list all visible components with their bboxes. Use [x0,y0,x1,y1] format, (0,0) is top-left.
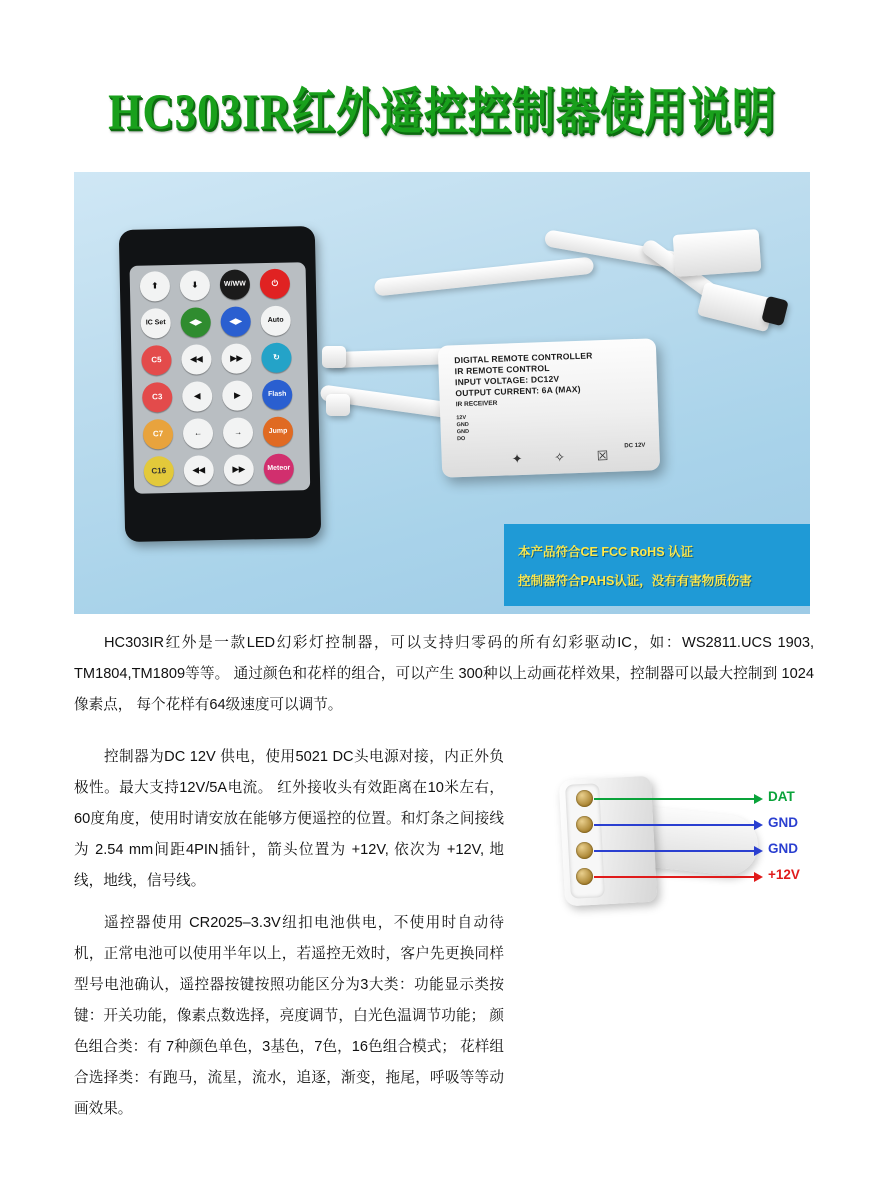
connector-top-right [673,229,762,277]
arrow-down-icon[interactable]: ⬇ [180,270,211,301]
speed-minus-icon[interactable]: ◀▶ [180,307,211,338]
cable-top [374,257,595,297]
power-icon[interactable]: ⏻ [260,269,291,300]
plug-pin-3 [576,842,593,859]
connector-plug-right [697,282,775,332]
lead-label: GND [768,841,798,856]
plug-pin-1 [576,790,593,807]
lead-line-gnd [594,824,754,826]
lead-arrow-icon [754,872,763,882]
lead-label: +12V [768,867,800,882]
left-arrow-icon[interactable]: ◀◀ [181,344,212,375]
flash-icon[interactable]: Flash [262,379,293,410]
lead-arrow-icon [754,794,763,804]
color-c5-icon[interactable]: C5 [141,345,172,376]
lead-arrow-icon [754,820,763,830]
controller-pin-list [456,415,469,443]
product-photo [74,172,810,614]
cable-ferrite-lower [326,394,350,416]
lead-arrow-icon [754,846,763,856]
speed-plus-icon[interactable]: ◀▶ [220,306,251,337]
plug-pin-2 [576,816,593,833]
lead-line-12v [594,876,754,878]
controller-label [454,350,594,399]
color-c3-icon[interactable]: C3 [142,382,173,413]
page-title: HC303IR红外遥控控制器使用说明 [108,85,776,141]
lead-label: GND [768,815,798,830]
controller-sub-label: IR RECEIVER [455,399,498,409]
white-balance-icon[interactable]: W/WW [220,269,251,300]
jump-icon[interactable]: Jump [263,416,294,447]
paragraph-remote-battery-functions: 遥控器使用 CR2025–3.3V纽扣电池供电，不使用时自动待机，正常电池可以使用半年以上，若遥控无效时，客户先更换同样型号电池确认，遥控器按键按照功能区分为3大类：功能显示类按键：开关功能，像素点数选择，亮度调节，白光色温调节功能； 颜色组合类：有 7种颜色单色，3基色，7色，16色组合模式； 花样组合选择类：有跑马，流星，流水，追逐，渐变，拖尾，呼吸等等动画效果。 [74,915,504,1117]
controller-label-line-1: DIGITAL REMOTE CONTROLLER [454,350,593,366]
next-icon[interactable]: ▶ [222,380,253,411]
meteor-icon[interactable]: Meteor [263,453,294,484]
cycle-icon[interactable]: ↻ [261,343,292,374]
minus-icon[interactable]: ← [183,418,214,449]
ic-set-icon[interactable]: IC Set [140,308,171,339]
remote-control [119,226,321,542]
lead-line-dat [594,798,754,800]
color-c16-icon[interactable]: C16 [144,456,175,487]
controller-label-line-2: IR REMOTE CONTROL [454,362,550,377]
controller-pin-1: 12V [456,414,467,422]
controller-label-line-4: OUTPUT CURRENT: 6A (MAX) [455,383,581,399]
controller-pin-3: GND [456,428,470,436]
plug-cable-tail [637,806,761,878]
paragraph-product-overview: HC303IR红外是一款LED幻彩灯控制器，可以支持归零码的所有幻彩驱动IC，如：WS2811.UCS 1903, TM1804,TM1809等等。 通过颜色和花样的组合，可以产生 300种以上动画花样效果，控制器可以最大控制到 1024像素点， 每个花样有64级速度可以调节。 [74,635,814,713]
remote-keypad [130,262,311,494]
connector-plug-tip [761,296,789,327]
arrow-up-icon[interactable]: ⬆ [140,271,171,302]
controller-box [438,338,660,478]
plug-pin-4 [576,868,593,885]
certification-line-2: 控制器符合PAHS认证，没有有害物质伤害 [518,574,752,588]
forward-icon[interactable]: ▶▶ [223,454,254,485]
certification-line-1: 本产品符合CE FCC RoHS 认证 [518,545,694,559]
prev-icon[interactable]: ◀ [182,381,213,412]
rewind-icon[interactable]: ◀◀ [183,455,214,486]
auto-icon[interactable]: Auto [260,306,291,337]
lead-line-gnd [594,850,754,852]
controller-pin-2: GND [456,421,469,429]
controller-pin-4: DO [456,435,466,443]
cable-ferrite-upper [322,346,346,368]
certification-marks-icon: ✦ ✧ ☒ [511,447,623,467]
color-c7-icon[interactable]: C7 [143,419,174,450]
lead-label: DAT [768,789,795,804]
right-arrow-icon[interactable]: ▶▶ [221,343,252,374]
controller-voltage-label: DC 12V [624,442,646,450]
paragraph-power-wiring: 控制器为DC 12V 供电，使用5021 DC头电源对接，内正外负极性。最大支持12V/5A电流。 红外接收头有效距离在10米左右， 60度角度，使用时请安放在能够方便遥控的位置。和灯条之间接线为 2.54 mm间距4PIN插针，箭头位置为 +12V, 依次为 +12V, 地线，地线，信号线。 [74,749,504,889]
remote-key-grid [130,262,311,494]
plus-icon[interactable]: → [223,417,254,448]
title-block [0,78,884,139]
controller-label-line-3: INPUT VOLTAGE: DC12V [454,373,560,388]
certification-banner [504,524,810,606]
connector-pinout-diagram [528,760,828,945]
